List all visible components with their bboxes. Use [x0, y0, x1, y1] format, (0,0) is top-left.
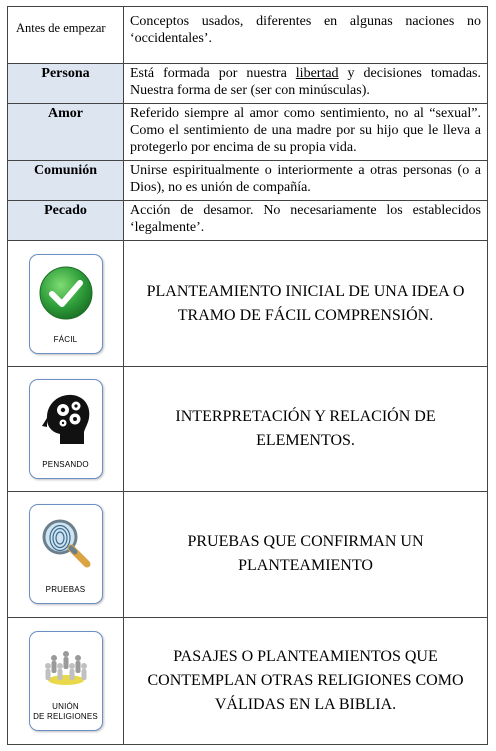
- term-persona: Persona: [8, 64, 124, 104]
- legend-row-union: [8, 617, 488, 744]
- pensando-text: INTERPRETACIÓN Y RELACIÓN DE ELEMENTOS.: [124, 366, 488, 491]
- term-row-comunion: [8, 160, 488, 200]
- union-label-line1: UNIÓN: [52, 701, 79, 711]
- legend-row-pruebas: [8, 492, 488, 617]
- intro-label: Antes de empezar: [8, 7, 124, 64]
- facil-label: FÁCIL: [53, 334, 78, 344]
- union-label-line2: DE RELIGIONES: [33, 711, 98, 721]
- definition-persona-underlined: libertad: [295, 66, 339, 82]
- legend-row-pensando: [8, 366, 488, 491]
- definition-amor: Referido siempre al amor como sentimiento, no al “sexual”. Como el sentimiento de una madre por su hijo que le lleva a protegerlo por encima de su propia vida.: [124, 103, 488, 160]
- term-row-persona: [8, 64, 488, 104]
- intro-text: Conceptos usados, diferentes en algunas naciones no ‘occidentales’.: [124, 7, 488, 64]
- term-amor: Amor: [8, 103, 124, 160]
- term-row-pecado: [8, 200, 488, 241]
- definition-persona: [124, 64, 488, 104]
- pensando-label: PENSANDO: [42, 459, 89, 469]
- pruebas-label: PRUEBAS: [45, 585, 86, 595]
- facil-text: PLANTEAMIENTO INICIAL DE UNA IDEA O TRAMO DE FÁCIL COMPRENSIÓN.: [124, 241, 488, 366]
- term-pecado: Pecado: [8, 200, 124, 241]
- facil-card: [29, 254, 103, 354]
- definition-comunion: Unirse espiritualmente o interiormente a otras personas (o a Dios), no es unión de compañía.: [124, 160, 488, 200]
- glossary-table: [7, 6, 488, 745]
- definition-persona-post: y decisiones tomadas. Nuestra forma de ser (ser con minúsculas).: [130, 66, 481, 99]
- intro-row: [8, 7, 488, 64]
- union-text: PASAJES O PLANTEAMIENTOS QUE CONTEMPLAN OTRAS RELIGIONES COMO VÁLIDAS EN LA BIBLIA.: [124, 617, 488, 744]
- pruebas-text: PRUEBAS QUE CONFIRMAN UN PLANTEAMIENTO: [124, 492, 488, 617]
- check-icon: [38, 265, 94, 321]
- term-comunion: Comunión: [8, 160, 124, 200]
- magnifier-fingerprint-icon: [38, 515, 94, 571]
- union-card: [29, 631, 103, 731]
- term-row-amor: [8, 103, 488, 160]
- pruebas-card: [29, 504, 103, 604]
- union-label: [30, 702, 102, 722]
- legend-row-facil: [8, 241, 488, 366]
- definition-persona-pre: Está formada por nuestra: [130, 66, 296, 82]
- definition-pecado: Acción de desamor. No necesariamente los establecidos ‘legalmente’.: [124, 200, 488, 241]
- pensando-card: [29, 379, 103, 479]
- head-gears-icon: [38, 390, 94, 446]
- people-group-icon: [38, 642, 94, 692]
